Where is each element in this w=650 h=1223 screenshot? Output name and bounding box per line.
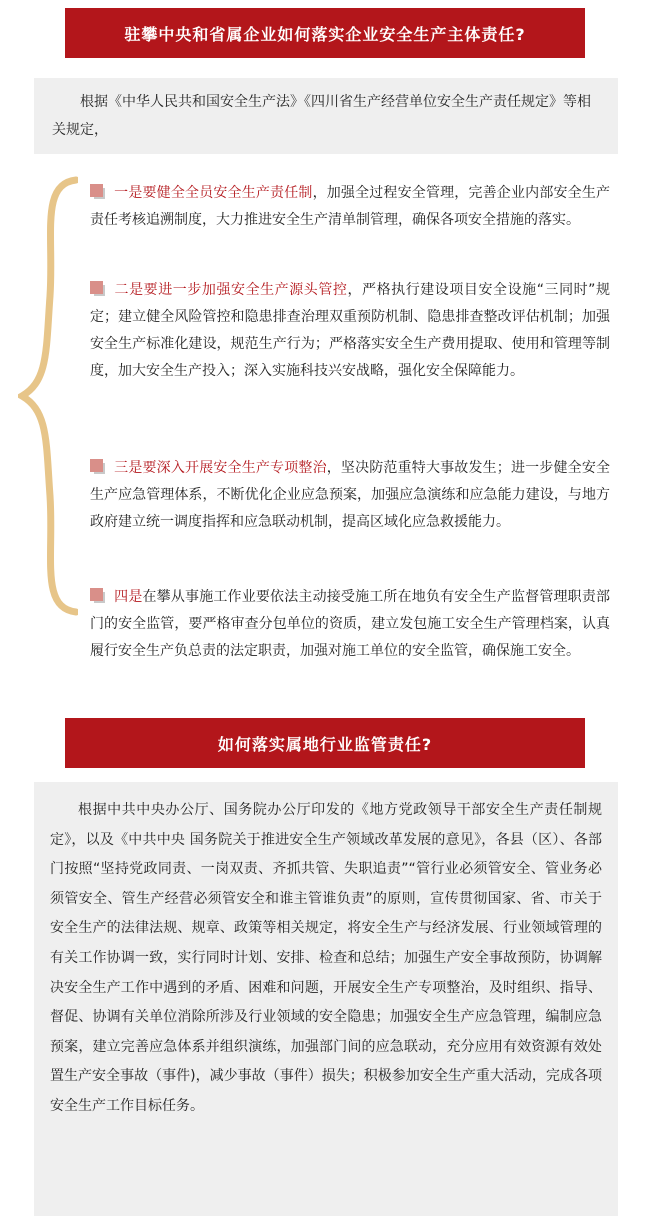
item-text: ，加强全过程安全管理，完善企业内部安全生产责任考核追溯制度，大力推进安全生产清单制管理，确保各项安全措施的落实。 bbox=[90, 185, 611, 228]
item-text: ，严格执行建设项目安全设施“三同时”规定；建立健全风险管控和隐患排查治理双重预防机制、隐患排查整改评估机制；加强安全生产标准化建设，规范生产行为；严格落实安全生产费用提取、使用和管理等制度，加大安全生产投入；深入实施科技兴安战略，强化安全保障能力。 bbox=[90, 282, 610, 379]
square-bullet-icon bbox=[90, 588, 104, 602]
list-item bbox=[90, 180, 610, 234]
section2-title: 如何落实属地行业监管责任? bbox=[65, 718, 585, 768]
curly-brace-icon bbox=[18, 176, 78, 616]
item-lead: 四是 bbox=[114, 589, 143, 605]
square-bullet-icon bbox=[90, 184, 104, 198]
list-item bbox=[90, 584, 610, 665]
square-bullet-icon bbox=[90, 459, 104, 473]
item-text: 在攀从事施工作业要依法主动接受施工所在地负有安全生产监督管理职责部门的安全监管，要严格审查分包单位的资质，建立发包施工安全生产管理档案，认真履行安全生产负总责的法定职责，加强对施工单位的安全监管，确保施工安全。 bbox=[90, 589, 610, 659]
list-item bbox=[90, 277, 610, 385]
section1-intro: 根据《中华人民共和国安全生产法》《四川省生产经营单位安全生产责任规定》等相关规定， bbox=[34, 78, 618, 154]
square-bullet-icon bbox=[90, 281, 104, 295]
list-item bbox=[90, 455, 610, 536]
section1-title: 驻攀中央和省属企业如何落实企业安全生产主体责任? bbox=[65, 8, 585, 58]
item-text: ，坚决防范重特大事故发生；进一步健全安全生产应急管理体系，不断优化企业应急预案，加强应急演练和应急能力建设，与地方政府建立统一调度指挥和应急联动机制，提高区域化应急救援能力。 bbox=[90, 460, 611, 530]
section2-body: 根据中共中央办公厅、国务院办公厅印发的《地方党政领导干部安全生产责任制规定》，以及《中共中央 国务院关于推进安全生产领域改革发展的意见》，各县（区）、各部门按照“坚持党政同责、一岗双责、齐抓共管、失职追责”“管行业必须管安全、管业务必须管安全、管生产经营必须管安全和谁主管谁负责”的原则，宣传贯彻国家、省、市关于安全生产的法律法规、规章、政策等相关规定，将安全生产与经济发展、行业领域管理的有关工作协调一致，实行同时计划、安排、检查和总结；加强生产安全事故预防，协调解决安全生产工作中遇到的矛盾、困难和问题，开展安全生产专项整治，及时组织、指导、督促、协调有关单位消除所涉及行业领域的安全隐患；加强安全生产应急管理，编制应急预案，建立完善应急体系并组织演练，加强部门间的应急联动，充分应用有效资源有效处置生产安全事故（事件)，减少事故（事件）损失；积极参加安全生产重大活动，完成各项安全生产工作目标任务。 bbox=[34, 782, 618, 1216]
item-lead: 一是要健全全员安全生产责任制 bbox=[114, 185, 313, 201]
item-lead: 二是要进一步加强安全生产源头管控 bbox=[114, 282, 348, 298]
item-lead: 三是要深入开展安全生产专项整治 bbox=[114, 460, 327, 476]
